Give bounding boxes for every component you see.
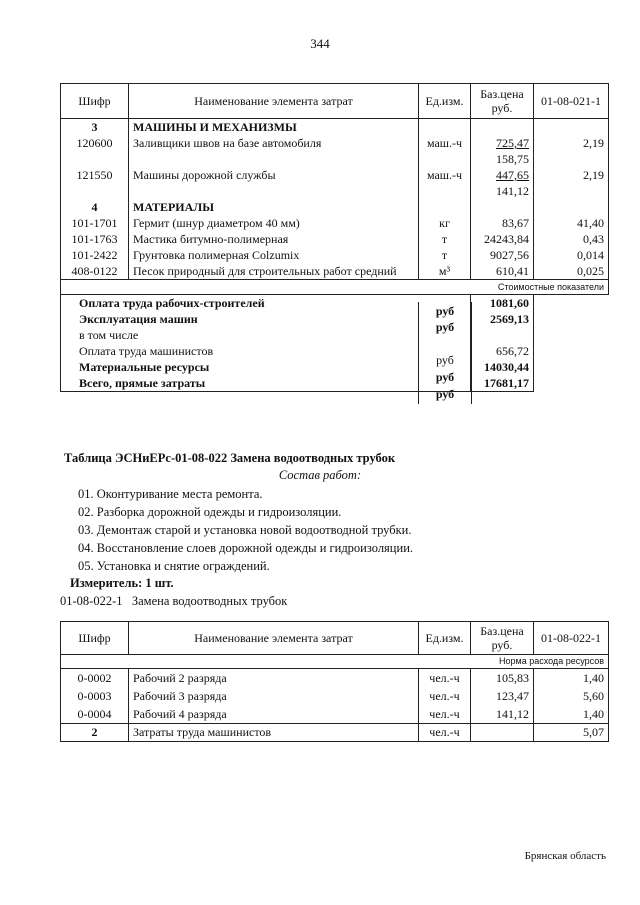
table-row: 0-0002 Рабочий 2 разряда чел.-ч 105,83 1,40 bbox=[61, 669, 609, 688]
cost-caption-row bbox=[61, 280, 609, 295]
norm-caption: Норма расхода ресурсов bbox=[61, 655, 609, 669]
table-row: 120600 Заливщики швов на базе автомобиля маш.-ч 725,47 158,75 2,19 bbox=[61, 135, 609, 167]
header-base-price: Баз.цена руб. bbox=[471, 622, 534, 655]
norm-code-line: 01-08-022-1 Замена водоотводных трубок bbox=[60, 594, 288, 608]
header-norm-code: 01-08-022-1 bbox=[534, 622, 609, 655]
table-row: 101-2422 Грунтовка полимерная Colzumix т 9027,56 0,014 bbox=[61, 247, 609, 263]
header-unit: Ед.изм. bbox=[419, 622, 471, 655]
summary-row: Материальные ресурсы 14030,44 bbox=[61, 359, 609, 375]
header-base-price: Баз.цена руб. bbox=[471, 84, 534, 119]
work-item: 03. Демонтаж старой и установка новой водоотводной трубки. bbox=[78, 523, 412, 537]
measure-unit: Измеритель: 1 шт. bbox=[70, 576, 174, 590]
summary-row: Оплата труда машинистов 656,72 bbox=[61, 343, 609, 359]
summary-row: Эксплуатация машин 2569,13 bbox=[61, 311, 609, 327]
work-item: 05. Установка и снятие ограждений. bbox=[78, 559, 270, 573]
header-norm-code: 01-08-021-1 bbox=[534, 84, 609, 119]
composition-heading: Состав работ: bbox=[278, 468, 362, 482]
summary-row: Оплата труда рабочих-строителей 1081,60 bbox=[61, 295, 609, 312]
work-item: 02. Разборка дорожной одежды и гидроизоляции. bbox=[78, 505, 342, 519]
resource-table-1 bbox=[60, 83, 609, 392]
table-row: 101-1701 Гермит (шнур диаметром 40 мм) кг 83,67 41,40 bbox=[61, 215, 609, 231]
section-number: 3 bbox=[61, 119, 129, 136]
table-row: 408-0122 Песок природный для строительных работ средний м³ 610,41 0,025 bbox=[61, 263, 609, 280]
table-row: 101-1763 Мастика битумно-полимерная т 24243,84 0,43 bbox=[61, 231, 609, 247]
table-row: 121550 Машины дорожной службы маш.-ч 447,65 141,12 2,19 bbox=[61, 167, 609, 199]
work-item: 01. Оконтуривание места ремонта. bbox=[78, 487, 263, 501]
section-row-materials: 4 МАТЕРИАЛЫ bbox=[61, 199, 609, 215]
header-unit: Ед.изм. bbox=[419, 84, 471, 119]
summary-row: в том числе bbox=[61, 327, 609, 343]
table-title: Таблица ЭСНиЕРс-01-08-022 Замена водоотводных трубок bbox=[64, 451, 396, 465]
table-row: 0-0004 Рабочий 4 разряда чел.-ч 141,12 1,40 bbox=[61, 705, 609, 724]
section-row-machinists: 2 Затраты труда машинистов чел.-ч 5,07 bbox=[61, 724, 609, 742]
header-code: Шифр bbox=[61, 84, 129, 119]
header-name: Наименование элемента затрат bbox=[129, 622, 419, 655]
header-name: Наименование элемента затрат bbox=[129, 84, 419, 119]
cost-caption: Стоимостные показатели bbox=[61, 280, 609, 295]
section-row-machines bbox=[61, 119, 609, 136]
table-row: 0-0003 Рабочий 3 разряда чел.-ч 123,47 5,60 bbox=[61, 687, 609, 705]
page-number: 344 bbox=[310, 36, 330, 51]
region-label: Брянская область bbox=[524, 850, 606, 862]
norm-caption-row bbox=[61, 655, 609, 669]
header-code: Шифр bbox=[61, 622, 129, 655]
summary-units-column: руб руб руб руб руб bbox=[418, 302, 472, 404]
section-title: МАШИНЫ И МЕХАНИЗМЫ bbox=[129, 119, 419, 136]
resource-table-2 bbox=[60, 621, 609, 742]
work-item: 04. Восстановление слоев дорожной одежды и гидроизоляции. bbox=[78, 541, 414, 555]
summary-row: Всего, прямые затраты 17681,17 bbox=[61, 375, 609, 392]
